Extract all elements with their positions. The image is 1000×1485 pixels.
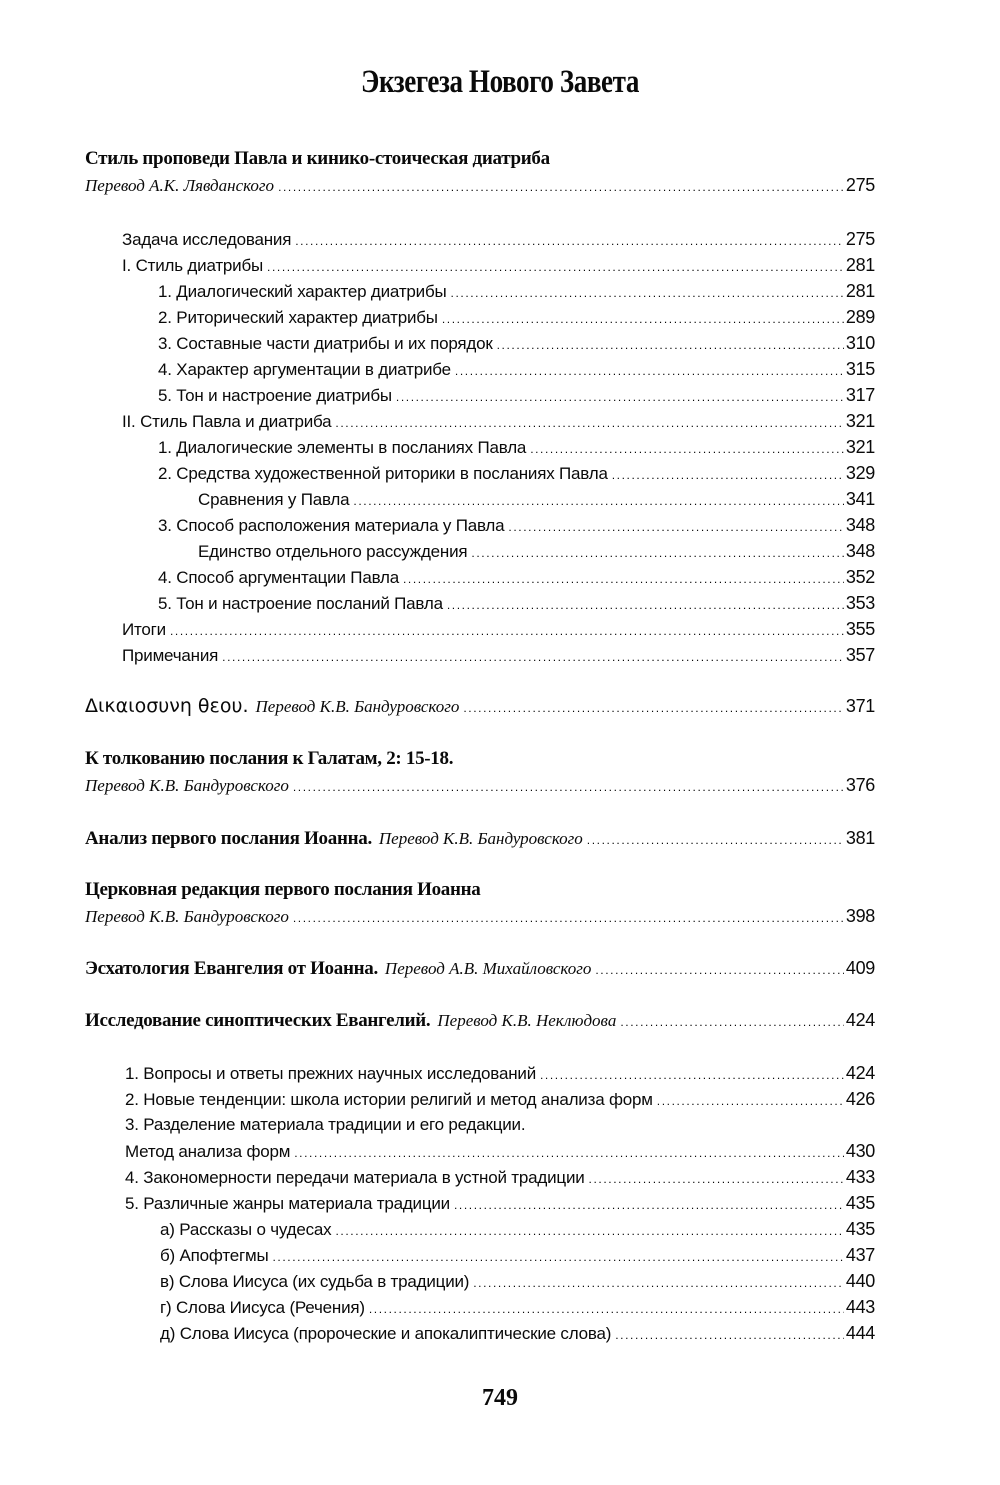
section-title: Эсхатология Евангелия от Иоанна. bbox=[85, 958, 378, 979]
dot-leader bbox=[222, 644, 844, 670]
page-ref: 281 bbox=[845, 255, 875, 275]
translator-credit: Перевод К.В. Бандуровского bbox=[378, 829, 583, 848]
toc-entry[interactable] bbox=[160, 1268, 875, 1294]
dot-leader bbox=[657, 1088, 844, 1114]
page-ref: 357 bbox=[845, 645, 875, 665]
translator-credit: Перевод А.К. Лявданского bbox=[85, 176, 275, 195]
toc-entry[interactable] bbox=[125, 1164, 875, 1190]
entry-label: 1. Диалогический характер диатрибы bbox=[158, 282, 447, 301]
page-ref: 321 bbox=[845, 411, 875, 431]
page-ref: 424 bbox=[845, 1010, 875, 1030]
dot-leader bbox=[615, 1322, 844, 1348]
page-ref: 275 bbox=[845, 229, 875, 249]
entry-label: 1. Вопросы и ответы прежних научных исследований bbox=[125, 1064, 536, 1083]
toc-entry[interactable] bbox=[160, 1320, 875, 1346]
section-title: Исследование синоптических Евангелий. bbox=[85, 1010, 431, 1031]
page-ref: 435 bbox=[845, 1219, 875, 1239]
dot-leader bbox=[353, 488, 843, 514]
toc-entry[interactable] bbox=[158, 460, 875, 486]
toc-entry[interactable] bbox=[158, 304, 875, 330]
dot-leader bbox=[463, 695, 843, 721]
toc-entry[interactable] bbox=[158, 564, 875, 590]
translator-credit: Перевод К.В. Неклюдова bbox=[437, 1011, 617, 1030]
page-ref: 444 bbox=[845, 1323, 875, 1343]
page-ref: 329 bbox=[845, 463, 875, 483]
entry-label: 5. Тон и настроение диатрибы bbox=[158, 386, 392, 405]
toc-entry[interactable] bbox=[160, 1242, 875, 1268]
entry-label: 5. Тон и настроение посланий Павла bbox=[158, 594, 443, 613]
section-title: Церковная редакция первого послания Иоанна bbox=[85, 879, 481, 900]
dot-leader bbox=[447, 592, 844, 618]
entry-label: 4. Характер аргументации в диатрибе bbox=[158, 360, 451, 379]
page-ref: 341 bbox=[845, 489, 875, 509]
dot-leader bbox=[497, 332, 844, 358]
dot-leader bbox=[396, 384, 844, 410]
page-ref: 352 bbox=[845, 567, 875, 587]
page-ref: 348 bbox=[845, 515, 875, 535]
entry-label: II. Стиль Павла и диатриба bbox=[122, 412, 332, 431]
entry-label: 2. Риторический характер диатрибы bbox=[158, 308, 438, 327]
entry-label: 3. Разделение материала традиции и его редакции. bbox=[125, 1115, 526, 1134]
page-ref: 275 bbox=[845, 175, 875, 195]
entry-label: в) Слова Иисуса (их судьба в традиции) bbox=[160, 1272, 470, 1291]
toc-entry[interactable] bbox=[122, 226, 875, 252]
dot-leader bbox=[170, 618, 844, 644]
entry-label: 1. Диалогические элементы в посланиях Павла bbox=[158, 438, 527, 457]
dot-leader bbox=[335, 1218, 843, 1244]
entry-label: Задача исследования bbox=[122, 230, 292, 249]
entry-label: Метод анализа форм bbox=[125, 1142, 291, 1161]
entry-label: д) Слова Иисуса (пророческие и апокалиптические слова) bbox=[160, 1324, 612, 1343]
dot-leader bbox=[442, 306, 844, 332]
page-ref: 409 bbox=[845, 958, 875, 978]
toc-line[interactable] bbox=[85, 955, 875, 981]
entry-label: Сравнения у Павла bbox=[198, 490, 350, 509]
toc-line[interactable] bbox=[85, 772, 875, 798]
dot-leader bbox=[267, 254, 844, 280]
translator-credit: Перевод А.В. Михайловского bbox=[384, 959, 592, 978]
page-ref: 437 bbox=[845, 1245, 875, 1265]
page-ref: 381 bbox=[845, 828, 875, 848]
dot-leader bbox=[540, 1062, 844, 1088]
dot-leader bbox=[295, 228, 844, 254]
page-ref: 433 bbox=[845, 1167, 875, 1187]
page-ref: 435 bbox=[845, 1193, 875, 1213]
dot-leader bbox=[273, 1244, 844, 1270]
page-title: Экзегеза Нового Завета bbox=[361, 64, 639, 100]
translator-credit: Перевод К.В. Бандуровского bbox=[85, 907, 289, 926]
toc-entry[interactable] bbox=[198, 486, 875, 512]
entry-label: 5. Различные жанры материала традиции bbox=[125, 1194, 450, 1213]
entry-label: 2. Средства художественной риторики в посланиях Павла bbox=[158, 464, 608, 483]
dot-leader bbox=[293, 774, 844, 800]
dot-leader bbox=[451, 280, 844, 306]
toc-line[interactable] bbox=[85, 1007, 875, 1033]
entry-label: 3. Составные части диатрибы и их порядок bbox=[158, 334, 493, 353]
toc-entry[interactable] bbox=[160, 1216, 875, 1242]
toc-line[interactable] bbox=[85, 903, 875, 929]
section-title: Стиль проповеди Павла и кинико-стоическая диатриба bbox=[85, 148, 550, 169]
page-ref: 424 bbox=[845, 1063, 875, 1083]
page-ref: 398 bbox=[845, 906, 875, 926]
page-ref: 281 bbox=[845, 281, 875, 301]
toc-entry[interactable] bbox=[125, 1112, 875, 1138]
section-title: К толкованию послания к Галатам, 2: 15-18. bbox=[85, 748, 454, 769]
toc-entry[interactable] bbox=[198, 538, 875, 564]
entry-label: г) Слова Иисуса (Речения) bbox=[160, 1298, 365, 1317]
toc-entry[interactable] bbox=[158, 330, 875, 356]
toc-entry[interactable] bbox=[158, 434, 875, 460]
toc-line[interactable] bbox=[85, 693, 875, 719]
page-ref: 443 bbox=[845, 1297, 875, 1317]
dot-leader bbox=[587, 827, 844, 853]
dot-leader bbox=[589, 1166, 844, 1192]
page-ref: 430 bbox=[845, 1141, 875, 1161]
page-ref: 321 bbox=[845, 437, 875, 457]
page-number: 749 bbox=[482, 1385, 518, 1411]
page-ref: 315 bbox=[845, 359, 875, 379]
dot-leader bbox=[595, 957, 844, 983]
toc-entry[interactable] bbox=[125, 1086, 875, 1112]
dot-leader bbox=[335, 410, 843, 436]
dot-leader bbox=[530, 436, 844, 462]
toc-entry[interactable] bbox=[122, 252, 875, 278]
dot-leader bbox=[294, 1140, 844, 1166]
toc-entry[interactable] bbox=[125, 1190, 875, 1216]
page-ref: 353 bbox=[845, 593, 875, 613]
dot-leader bbox=[403, 566, 844, 592]
toc-line[interactable] bbox=[85, 172, 875, 198]
toc-entry[interactable] bbox=[160, 1294, 875, 1320]
entry-label: Итоги bbox=[122, 620, 166, 639]
toc-entry[interactable] bbox=[158, 590, 875, 616]
entry-label: 4. Способ аргументации Павла bbox=[158, 568, 399, 587]
section-heading bbox=[85, 746, 875, 772]
dot-leader bbox=[612, 462, 844, 488]
page-ref: 426 bbox=[845, 1089, 875, 1109]
toc-entry[interactable] bbox=[158, 512, 875, 538]
toc-entry[interactable] bbox=[122, 642, 875, 668]
dot-leader bbox=[278, 174, 844, 200]
entry-label: Единство отдельного рассуждения bbox=[198, 542, 468, 561]
section-heading bbox=[85, 877, 875, 903]
translator-credit: Перевод К.В. Бандуровского bbox=[255, 697, 460, 716]
toc-entry[interactable] bbox=[122, 616, 875, 642]
page-ref: 310 bbox=[845, 333, 875, 353]
toc-line[interactable] bbox=[85, 825, 875, 851]
toc-entry[interactable] bbox=[125, 1138, 875, 1164]
entry-label: Примечания bbox=[122, 646, 219, 665]
dot-leader bbox=[620, 1009, 844, 1035]
entry-label: а) Рассказы о чудесах bbox=[160, 1220, 332, 1239]
entry-label: 3. Способ расположения материала у Павла bbox=[158, 516, 505, 535]
entry-label: I. Стиль диатрибы bbox=[122, 256, 264, 275]
section-title: Δικαιοσυνη θεου. bbox=[85, 695, 249, 717]
dot-leader bbox=[293, 905, 844, 931]
page-ref: 376 bbox=[845, 775, 875, 795]
entry-label: 2. Новые тенденции: школа истории религий и метод анализа форм bbox=[125, 1090, 653, 1109]
toc-entry[interactable] bbox=[158, 356, 875, 382]
dot-leader bbox=[455, 358, 844, 384]
toc-entry[interactable] bbox=[122, 408, 875, 434]
dot-leader bbox=[454, 1192, 844, 1218]
page-ref: 348 bbox=[845, 541, 875, 561]
entry-label: 4. Закономерности передачи материала в устной традиции bbox=[125, 1168, 585, 1187]
page-ref: 371 bbox=[845, 696, 875, 716]
page-ref: 289 bbox=[845, 307, 875, 327]
dot-leader bbox=[471, 540, 843, 566]
section-title: Анализ первого послания Иоанна. bbox=[85, 828, 372, 849]
toc-entry[interactable] bbox=[158, 278, 875, 304]
translator-credit: Перевод К.В. Бандуровского bbox=[85, 776, 289, 795]
page-ref: 317 bbox=[845, 385, 875, 405]
page-ref: 440 bbox=[845, 1271, 875, 1291]
dot-leader bbox=[473, 1270, 844, 1296]
toc-entry[interactable] bbox=[125, 1060, 875, 1086]
toc-entry[interactable] bbox=[158, 382, 875, 408]
page-ref: 355 bbox=[845, 619, 875, 639]
dot-leader bbox=[369, 1296, 844, 1322]
entry-label: б) Апофтегмы bbox=[160, 1246, 269, 1265]
dot-leader bbox=[508, 514, 843, 540]
section-heading bbox=[85, 146, 875, 172]
